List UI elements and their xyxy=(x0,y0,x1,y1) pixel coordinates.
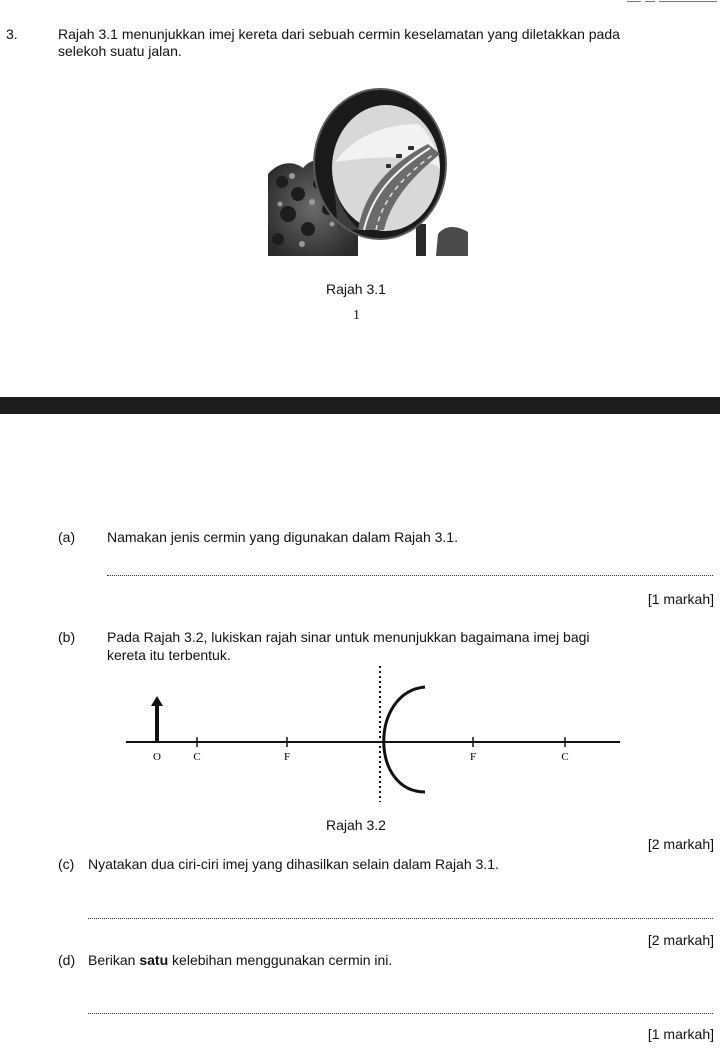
part-d-answer-line[interactable] xyxy=(88,1013,713,1014)
part-c-marks: [2 markah] xyxy=(647,932,714,948)
top-cutoff-line xyxy=(627,0,720,3)
intro-line-2: selekoh suatu jalan. xyxy=(58,43,182,59)
part-b-question-line-1: Pada Rajah 3.2, lukiskan rajah sinar untuk menunjukkan bagaimana imej bagi xyxy=(107,629,590,645)
part-d-question xyxy=(88,951,392,969)
ray-diagram[interactable] xyxy=(120,660,630,805)
label-c-left: C xyxy=(193,751,201,763)
label-c-right: C xyxy=(561,751,569,763)
part-b-label: (b) xyxy=(58,629,76,645)
mirror-photo-graphic xyxy=(268,84,468,256)
part-a-question: Namakan jenis cermin yang digunakan dalam Rajah 3.1. xyxy=(107,529,458,545)
part-b-marks: [2 markah] xyxy=(647,836,714,852)
part-a-label: (a) xyxy=(58,529,76,545)
convex-mirror-photo xyxy=(268,84,468,256)
part-d-question-before: Berikan xyxy=(88,952,136,968)
part-d-marks: [1 markah] xyxy=(647,1026,714,1042)
part-b-question-line-2: kereta itu terbentuk. xyxy=(107,647,231,663)
part-c-question: Nyatakan dua ciri-ciri imej yang dihasilkan selain dalam Rajah 3.1. xyxy=(88,856,499,872)
part-c-label: (c) xyxy=(58,856,75,872)
part-d-label: (d) xyxy=(58,952,76,968)
part-a-answer-line[interactable] xyxy=(107,575,713,576)
convex-mirror-arc xyxy=(384,687,425,792)
label-object: O xyxy=(153,751,161,763)
label-f-left: F xyxy=(283,751,291,763)
label-f-right: F xyxy=(469,751,477,763)
part-c-answer-line[interactable] xyxy=(88,918,713,919)
part-a-marks: [1 markah] xyxy=(647,591,714,607)
object-arrow-head xyxy=(151,696,163,706)
figure-1-caption: Rajah 3.1 xyxy=(326,281,386,297)
question-number: 3. xyxy=(6,26,18,42)
part-d-question-bold: satu xyxy=(139,952,169,968)
intro-line-1: Rajah 3.1 menunjukkan imej kereta dari sebuah cermin keselamatan yang diletakkan pada xyxy=(58,26,620,42)
part-d-question-after: kelebihan menggunakan cermin ini. xyxy=(172,952,393,968)
page-separator xyxy=(0,397,720,414)
page-number: 1 xyxy=(353,308,360,323)
figure-2-caption: Rajah 3.2 xyxy=(326,817,386,833)
